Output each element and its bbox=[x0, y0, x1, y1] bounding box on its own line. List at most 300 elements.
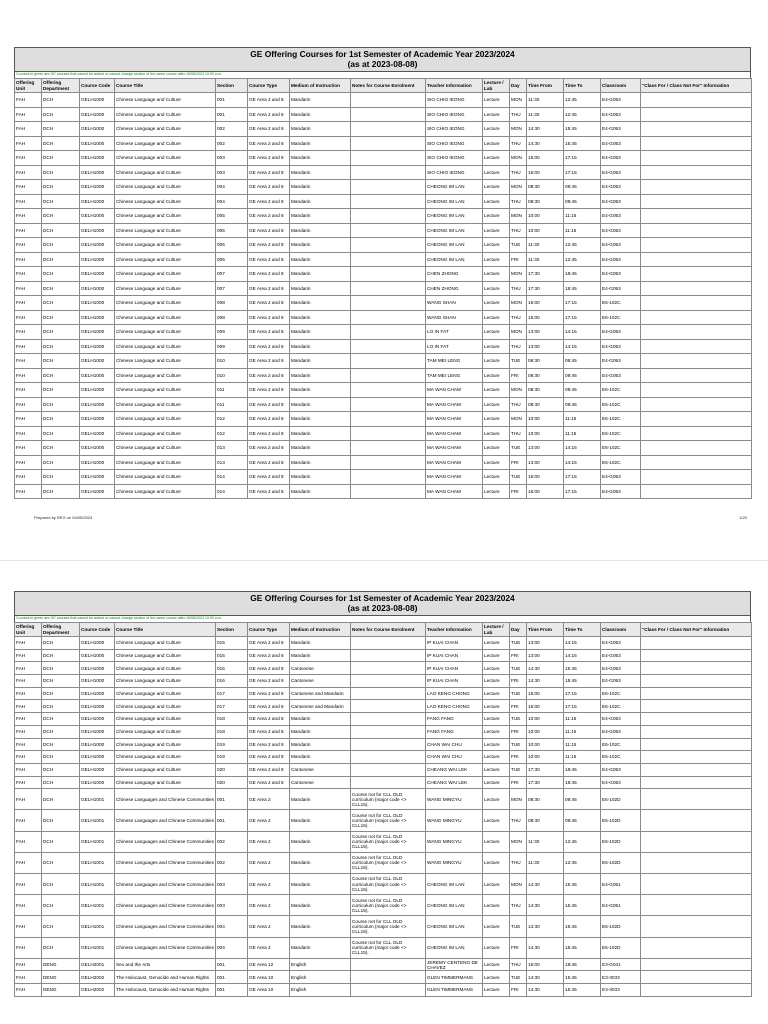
cell-classroom: E6-102C bbox=[601, 412, 641, 427]
cell-offering-unit: FAH bbox=[15, 700, 42, 713]
cell-offering-unit: FAH bbox=[15, 426, 42, 441]
cell-class-for-info bbox=[641, 151, 752, 166]
cell-course-code: GELH1000 bbox=[80, 325, 115, 340]
cell-time-to: 11:15 bbox=[564, 751, 601, 764]
cell-classroom: E4-G053 bbox=[601, 325, 641, 340]
cell-course-type: GE Area 2 and 8 bbox=[248, 267, 290, 282]
cell-lecture-lab: Lecture bbox=[483, 281, 510, 296]
cell-classroom: E6-102C bbox=[601, 455, 641, 470]
table-row bbox=[15, 223, 752, 238]
cell-notes bbox=[351, 397, 426, 412]
cell-course-type: GE Area 2 and 8 bbox=[248, 180, 290, 195]
cell-classroom: E3-3033 bbox=[601, 971, 641, 984]
table-row bbox=[15, 339, 752, 354]
cell-classroom: E6-102D bbox=[601, 831, 641, 852]
cell-teacher: SIO CHIO IEONG bbox=[426, 165, 483, 180]
cell-day: MON bbox=[510, 267, 527, 282]
cell-notes bbox=[351, 725, 426, 738]
cell-offering-department: DCH bbox=[42, 831, 80, 852]
cell-time-from: 13:00 bbox=[527, 325, 564, 340]
cell-lecture-lab: Lecture bbox=[483, 194, 510, 209]
table-row bbox=[15, 136, 752, 151]
cell-course-type: GE Area 2 bbox=[248, 916, 290, 937]
cell-section: 001 bbox=[216, 107, 248, 122]
cell-day: TUE bbox=[510, 738, 527, 751]
cell-teacher: IP KUAI CHAN bbox=[426, 649, 483, 662]
cell-class-for-info bbox=[641, 713, 752, 726]
cell-time-from: 08:30 bbox=[527, 180, 564, 195]
cell-class-for-info bbox=[641, 751, 752, 764]
cell-course-code: GELH1000 bbox=[80, 738, 115, 751]
cell-teacher: SIO CHIO IEONG bbox=[426, 151, 483, 166]
cell-medium: Cantonese bbox=[290, 763, 351, 776]
cell-class-for-info bbox=[641, 441, 752, 456]
cell-section: 013 bbox=[216, 441, 248, 456]
cell-offering-department: DCH bbox=[42, 252, 80, 267]
cell-course-title: Chinese Language and Culture bbox=[115, 441, 216, 456]
cell-teacher: CHEONG IM LAN bbox=[426, 916, 483, 937]
cell-course-code: GELH1001 bbox=[80, 937, 115, 958]
cell-notes bbox=[351, 958, 426, 971]
cell-section: 008 bbox=[216, 296, 248, 311]
cell-offering-department: DCH bbox=[42, 649, 80, 662]
cell-section: 002 bbox=[216, 831, 248, 852]
cell-day: THU bbox=[510, 310, 527, 325]
cell-classroom: E6-102C bbox=[601, 296, 641, 311]
cell-course-type: GE Area 2 and 8 bbox=[248, 687, 290, 700]
column-header-lecture-lab: Lecture / Lab bbox=[483, 623, 510, 637]
cell-classroom: E4-G053 bbox=[601, 662, 641, 675]
cell-class-for-info bbox=[641, 484, 752, 499]
cell-course-code: GELH1000 bbox=[80, 662, 115, 675]
cell-lecture-lab: Lecture bbox=[483, 339, 510, 354]
cell-classroom: E4-G053 bbox=[601, 136, 641, 151]
title-line-2: (as at 2023-08-08) bbox=[347, 603, 418, 613]
cell-day: TUE bbox=[510, 713, 527, 726]
cell-classroom: E4-G053 bbox=[601, 649, 641, 662]
cell-class-for-info bbox=[641, 789, 752, 810]
title-line-2: (as at 2023-08-08) bbox=[347, 59, 418, 69]
column-header-section: Section bbox=[216, 79, 248, 93]
cell-notes: Course not for CLL OLD curriculum (major code <> CLL15). bbox=[351, 895, 426, 916]
cell-classroom: E4-G053 bbox=[601, 223, 641, 238]
table-row bbox=[15, 738, 752, 751]
cell-offering-unit: FAH bbox=[15, 180, 42, 195]
cell-lecture-lab: Lecture bbox=[483, 412, 510, 427]
cell-day: MON bbox=[510, 93, 527, 108]
table-row bbox=[15, 180, 752, 195]
cell-class-for-info bbox=[641, 383, 752, 398]
cell-notes bbox=[351, 637, 426, 650]
cell-notes bbox=[351, 470, 426, 485]
cell-teacher: LO IN FAT bbox=[426, 339, 483, 354]
cell-day: THU bbox=[510, 194, 527, 209]
cell-notes: Course not for CLL OLD curriculum (major code <> CLL15). bbox=[351, 789, 426, 810]
cell-course-title: Chinese Language and Culture bbox=[115, 122, 216, 137]
cell-class-for-info bbox=[641, 281, 752, 296]
cell-section: 011 bbox=[216, 383, 248, 398]
column-header-offering-unit: Offering Unit bbox=[15, 623, 42, 637]
cell-day: TUE bbox=[510, 441, 527, 456]
cell-day: FRI bbox=[510, 751, 527, 764]
cell-lecture-lab: Lecture bbox=[483, 383, 510, 398]
cell-offering-unit: FAH bbox=[15, 194, 42, 209]
cell-day: MON bbox=[510, 789, 527, 810]
cell-offering-unit: FAH bbox=[15, 136, 42, 151]
cell-medium: Mandarin bbox=[290, 412, 351, 427]
cell-course-type: GE Area 2 and 8 bbox=[248, 165, 290, 180]
cell-course-type: GE Area 2 and 8 bbox=[248, 713, 290, 726]
cell-offering-department: DCH bbox=[42, 662, 80, 675]
cell-course-code: GELH1000 bbox=[80, 209, 115, 224]
cell-medium: Mandarin bbox=[290, 937, 351, 958]
cell-classroom: E6-102C bbox=[601, 426, 641, 441]
cell-lecture-lab: Lecture bbox=[483, 751, 510, 764]
cell-course-code: GELH1000 bbox=[80, 675, 115, 688]
cell-time-from: 08:30 bbox=[527, 810, 564, 831]
cell-time-from: 16:00 bbox=[527, 151, 564, 166]
cell-day: THU bbox=[510, 426, 527, 441]
cell-lecture-lab: Lecture bbox=[483, 763, 510, 776]
cell-offering-unit: FAH bbox=[15, 895, 42, 916]
cell-classroom: E4-G053 bbox=[601, 151, 641, 166]
cell-time-from: 08:30 bbox=[527, 397, 564, 412]
cell-notes bbox=[351, 252, 426, 267]
cell-lecture-lab: Lecture bbox=[483, 662, 510, 675]
cell-course-type: GE Area 10 bbox=[248, 984, 290, 997]
cell-class-for-info bbox=[641, 776, 752, 789]
cell-offering-department: DCH bbox=[42, 738, 80, 751]
cell-course-title: Chinese Languages and Chinese Communities bbox=[115, 895, 216, 916]
cell-course-title: Chinese Language and Culture bbox=[115, 252, 216, 267]
cell-day: TUE bbox=[510, 637, 527, 650]
cell-class-for-info bbox=[641, 107, 752, 122]
cell-time-from: 10:00 bbox=[527, 426, 564, 441]
cell-offering-department: DCH bbox=[42, 354, 80, 369]
cell-offering-department: DENG bbox=[42, 971, 80, 984]
cell-course-type: GE Area 2 and 8 bbox=[248, 209, 290, 224]
cell-offering-department: DCH bbox=[42, 725, 80, 738]
column-header-section: Section bbox=[216, 623, 248, 637]
cell-course-type: GE Area 2 and 8 bbox=[248, 107, 290, 122]
page-1-title bbox=[14, 47, 751, 72]
cell-offering-unit: FAH bbox=[15, 916, 42, 937]
cell-lecture-lab: Lecture bbox=[483, 455, 510, 470]
cell-medium: Mandarin bbox=[290, 209, 351, 224]
cell-classroom: E4-G053 bbox=[601, 675, 641, 688]
cell-offering-unit: FAH bbox=[15, 441, 42, 456]
cell-course-code: GELH1000 bbox=[80, 751, 115, 764]
page-1 bbox=[14, 47, 751, 499]
cell-time-to: 14:15 bbox=[564, 339, 601, 354]
cell-class-for-info bbox=[641, 470, 752, 485]
cell-teacher: WANG SHAN bbox=[426, 296, 483, 311]
cell-classroom: E4-G053 bbox=[601, 238, 641, 253]
table-row bbox=[15, 455, 752, 470]
table-row bbox=[15, 325, 752, 340]
cell-section: 018 bbox=[216, 725, 248, 738]
cell-course-code: GELH1000 bbox=[80, 354, 115, 369]
cell-course-code: GELH1000 bbox=[80, 368, 115, 383]
cell-day: THU bbox=[510, 958, 527, 971]
cell-offering-unit: FAH bbox=[15, 675, 42, 688]
cell-course-code: GELH1000 bbox=[80, 151, 115, 166]
cell-offering-department: DCH bbox=[42, 165, 80, 180]
green-course-note: Courses in green are GE courses that cannot be added or cannot change section of the same course after 16/08/2023 10:00 a.m. bbox=[14, 72, 751, 78]
cell-section: 007 bbox=[216, 281, 248, 296]
cell-section: 001 bbox=[216, 93, 248, 108]
cell-classroom: E4-G053 bbox=[601, 339, 641, 354]
cell-day: FRI bbox=[510, 675, 527, 688]
cell-day: FRI bbox=[510, 725, 527, 738]
cell-teacher: SIO CHIO IEONG bbox=[426, 107, 483, 122]
cell-teacher: SIO CHIO IEONG bbox=[426, 93, 483, 108]
cell-time-to: 09:45 bbox=[564, 383, 601, 398]
cell-time-from: 11:30 bbox=[527, 93, 564, 108]
column-header-course-code: Course Code bbox=[80, 79, 115, 93]
cell-course-code: GELH1000 bbox=[80, 165, 115, 180]
cell-lecture-lab: Lecture bbox=[483, 725, 510, 738]
cell-day: MON bbox=[510, 122, 527, 137]
table-row bbox=[15, 107, 752, 122]
cell-class-for-info bbox=[641, 267, 752, 282]
cell-day: MON bbox=[510, 296, 527, 311]
cell-classroom: E4-G053 bbox=[601, 252, 641, 267]
cell-class-for-info bbox=[641, 238, 752, 253]
cell-course-code: GELH1001 bbox=[80, 852, 115, 873]
table-row bbox=[15, 122, 752, 137]
cell-lecture-lab: Lecture bbox=[483, 165, 510, 180]
cell-course-title: Chinese Language and Culture bbox=[115, 687, 216, 700]
cell-offering-unit: FAH bbox=[15, 368, 42, 383]
cell-offering-unit: FAH bbox=[15, 281, 42, 296]
cell-medium: Mandarin bbox=[290, 713, 351, 726]
column-header-medium: Medium of Instruction bbox=[290, 623, 351, 637]
cell-medium: Mandarin bbox=[290, 267, 351, 282]
cell-time-to: 18:45 bbox=[564, 776, 601, 789]
table-row bbox=[15, 700, 752, 713]
table-row bbox=[15, 209, 752, 224]
table-row bbox=[15, 895, 752, 916]
cell-offering-unit: FAH bbox=[15, 831, 42, 852]
cell-time-to: 09:45 bbox=[564, 368, 601, 383]
cell-notes bbox=[351, 738, 426, 751]
cell-lecture-lab: Lecture bbox=[483, 296, 510, 311]
cell-course-title: The Holocaust, Genocide and Human Rights bbox=[115, 971, 216, 984]
cell-time-to: 15:45 bbox=[564, 675, 601, 688]
cell-offering-unit: FAH bbox=[15, 725, 42, 738]
cell-time-to: 15:45 bbox=[564, 937, 601, 958]
cell-time-to: 18:45 bbox=[564, 958, 601, 971]
cell-teacher: CHEANG WAI LEK bbox=[426, 776, 483, 789]
cell-lecture-lab: Lecture bbox=[483, 93, 510, 108]
cell-offering-department: DCH bbox=[42, 700, 80, 713]
cell-course-code: GELH1000 bbox=[80, 136, 115, 151]
column-header-course-code: Course Code bbox=[80, 623, 115, 637]
cell-time-from: 10:00 bbox=[527, 725, 564, 738]
cell-class-for-info bbox=[641, 93, 752, 108]
cell-teacher: MA WAN CHAM bbox=[426, 412, 483, 427]
cell-medium: Mandarin bbox=[290, 107, 351, 122]
cell-day: THU bbox=[510, 136, 527, 151]
cell-classroom: E6-102C bbox=[601, 383, 641, 398]
cell-teacher: CHAN WAI CHU bbox=[426, 738, 483, 751]
cell-class-for-info bbox=[641, 455, 752, 470]
title-line-1: GE Offering Courses for 1st Semester of Academic Year 2023/2024 bbox=[250, 593, 515, 603]
cell-offering-department: DCH bbox=[42, 107, 80, 122]
table-row bbox=[15, 484, 752, 499]
cell-course-code: GELH1000 bbox=[80, 93, 115, 108]
cell-time-to: 09:45 bbox=[564, 194, 601, 209]
cell-time-from: 16:00 bbox=[527, 310, 564, 325]
cell-course-code: GELH1000 bbox=[80, 649, 115, 662]
cell-notes bbox=[351, 763, 426, 776]
cell-classroom: E6-102C bbox=[601, 441, 641, 456]
cell-day: THU bbox=[510, 107, 527, 122]
column-header-notes: Notes for Course Enrolment bbox=[351, 623, 426, 637]
cell-offering-department: DCH bbox=[42, 852, 80, 873]
cell-course-code: GELH1000 bbox=[80, 687, 115, 700]
cell-lecture-lab: Lecture bbox=[483, 916, 510, 937]
cell-offering-unit: FAH bbox=[15, 984, 42, 997]
cell-section: 016 bbox=[216, 662, 248, 675]
cell-time-from: 08:30 bbox=[527, 368, 564, 383]
cell-day: MON bbox=[510, 209, 527, 224]
cell-notes bbox=[351, 984, 426, 997]
cell-lecture-lab: Lecture bbox=[483, 122, 510, 137]
cell-course-title: Chinese Language and Culture bbox=[115, 700, 216, 713]
cell-section: 018 bbox=[216, 713, 248, 726]
cell-course-type: GE Area 2 and 8 bbox=[248, 151, 290, 166]
column-header-notes: Notes for Course Enrolment bbox=[351, 79, 426, 93]
cell-classroom: E6-102C bbox=[601, 738, 641, 751]
cell-teacher: WANG MINGYU bbox=[426, 852, 483, 873]
cell-classroom: E4-G053 bbox=[601, 165, 641, 180]
cell-section: 002 bbox=[216, 122, 248, 137]
cell-course-code: GELH1000 bbox=[80, 441, 115, 456]
column-header-offering-unit: Offering Unit bbox=[15, 79, 42, 93]
table-row bbox=[15, 165, 752, 180]
table-row bbox=[15, 763, 752, 776]
cell-course-type: GE Area 2 and 8 bbox=[248, 725, 290, 738]
cell-medium: Mandarin bbox=[290, 455, 351, 470]
cell-lecture-lab: Lecture bbox=[483, 776, 510, 789]
table-row bbox=[15, 984, 752, 997]
cell-course-code: GELH1000 bbox=[80, 310, 115, 325]
cell-course-title: Chinese Languages and Chinese Communities bbox=[115, 874, 216, 895]
cell-classroom: E4-G053 bbox=[601, 368, 641, 383]
cell-notes bbox=[351, 281, 426, 296]
cell-course-title: Chinese Language and Culture bbox=[115, 763, 216, 776]
cell-time-to: 11:15 bbox=[564, 426, 601, 441]
cell-time-to: 17:15 bbox=[564, 470, 601, 485]
cell-offering-unit: FAH bbox=[15, 151, 42, 166]
cell-course-type: GE Area 2 and 8 bbox=[248, 122, 290, 137]
cell-class-for-info bbox=[641, 637, 752, 650]
cell-class-for-info bbox=[641, 738, 752, 751]
cell-course-title: Chinese Language and Culture bbox=[115, 412, 216, 427]
cell-time-to: 15:45 bbox=[564, 874, 601, 895]
cell-course-title: Chinese Language and Culture bbox=[115, 281, 216, 296]
cell-offering-unit: FAH bbox=[15, 484, 42, 499]
cell-class-for-info bbox=[641, 971, 752, 984]
cell-course-type: GE Area 2 and 8 bbox=[248, 194, 290, 209]
cell-course-code: GELH1000 bbox=[80, 763, 115, 776]
cell-offering-unit: FAH bbox=[15, 763, 42, 776]
cell-course-code: GELH1000 bbox=[80, 426, 115, 441]
cell-time-from: 16:00 bbox=[527, 296, 564, 311]
cell-course-type: GE Area 2 and 8 bbox=[248, 238, 290, 253]
cell-lecture-lab: Lecture bbox=[483, 937, 510, 958]
cell-teacher: CHEN ZHONG bbox=[426, 267, 483, 282]
table-row bbox=[15, 93, 752, 108]
cell-offering-unit: FAH bbox=[15, 751, 42, 764]
cell-course-type: GE Area 2 and 8 bbox=[248, 339, 290, 354]
cell-offering-department: DCH bbox=[42, 470, 80, 485]
cell-day: THU bbox=[510, 281, 527, 296]
table-row bbox=[15, 470, 752, 485]
cell-offering-department: DENG bbox=[42, 984, 80, 997]
cell-section: 001 bbox=[216, 971, 248, 984]
cell-class-for-info bbox=[641, 325, 752, 340]
cell-medium: Mandarin bbox=[290, 916, 351, 937]
column-header-class-for-info: "Class For / Class Not For" Information bbox=[641, 623, 752, 637]
cell-time-from: 14:30 bbox=[527, 136, 564, 151]
cell-notes bbox=[351, 107, 426, 122]
cell-course-code: GELH1001 bbox=[80, 810, 115, 831]
cell-lecture-lab: Lecture bbox=[483, 180, 510, 195]
cell-time-from: 10:00 bbox=[527, 209, 564, 224]
cell-offering-unit: FAH bbox=[15, 267, 42, 282]
cell-offering-department: DCH bbox=[42, 339, 80, 354]
cell-notes bbox=[351, 455, 426, 470]
cell-lecture-lab: Lecture bbox=[483, 687, 510, 700]
cell-course-title: Chinese Language and Culture bbox=[115, 209, 216, 224]
cell-course-title: Chinese Languages and Chinese Communities bbox=[115, 852, 216, 873]
table-row bbox=[15, 426, 752, 441]
cell-lecture-lab: Lecture bbox=[483, 874, 510, 895]
cell-time-to: 11:15 bbox=[564, 209, 601, 224]
page-2 bbox=[14, 591, 751, 997]
cell-course-title: Chinese Language and Culture bbox=[115, 310, 216, 325]
page-number: 1/20 bbox=[739, 515, 747, 520]
table-row bbox=[15, 675, 752, 688]
cell-time-from: 14:30 bbox=[527, 675, 564, 688]
cell-section: 019 bbox=[216, 751, 248, 764]
cell-section: 008 bbox=[216, 310, 248, 325]
cell-section: 012 bbox=[216, 426, 248, 441]
cell-course-title: Chinese Language and Culture bbox=[115, 223, 216, 238]
cell-class-for-info bbox=[641, 958, 752, 971]
cell-course-type: GE Area 2 and 8 bbox=[248, 637, 290, 650]
cell-course-type: GE Area 2 and 8 bbox=[248, 383, 290, 398]
table-row bbox=[15, 397, 752, 412]
cell-time-to: 12:45 bbox=[564, 831, 601, 852]
cell-class-for-info bbox=[641, 916, 752, 937]
table-row bbox=[15, 776, 752, 789]
cell-class-for-info bbox=[641, 649, 752, 662]
cell-teacher: CHEONG IM LAN bbox=[426, 252, 483, 267]
cell-day: TUE bbox=[510, 662, 527, 675]
cell-time-to: 11:15 bbox=[564, 738, 601, 751]
cell-classroom: E6-102C bbox=[601, 751, 641, 764]
cell-time-from: 13:00 bbox=[527, 649, 564, 662]
cell-section: 005 bbox=[216, 209, 248, 224]
cell-course-type: GE Area 2 and 8 bbox=[248, 470, 290, 485]
cell-course-title: Sex and the Arts bbox=[115, 958, 216, 971]
cell-notes bbox=[351, 223, 426, 238]
cell-notes bbox=[351, 649, 426, 662]
